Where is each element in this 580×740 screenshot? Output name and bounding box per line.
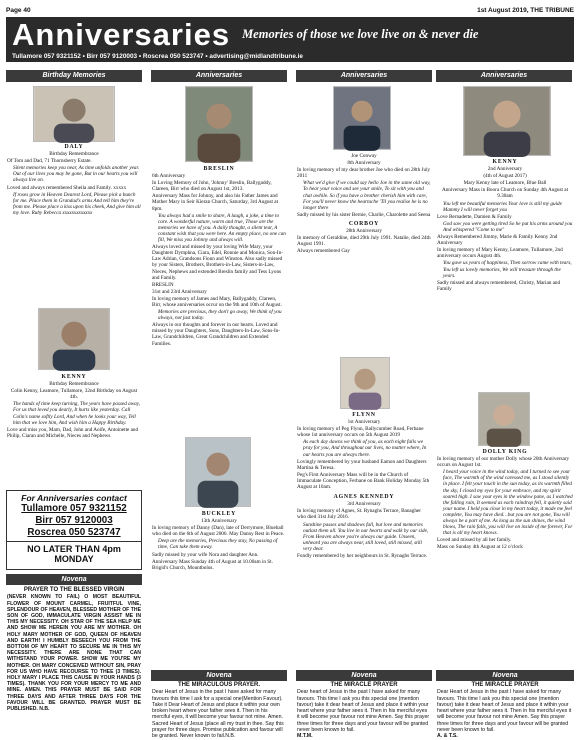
notice-verse: I heard your voice in the wind today, and I turned to see your face, The warmth of the wind caressed me, as I stood silently in place. I felt your touch in the sun today, as its warmth filled the sky, I closed my eyes for your embrace, and my spirit soared high. I saw your eyes in the window pane, as I watched the falling rain, It seemed as each raindrop fell, it quietly said your name. I held you close in my heart today, it made me feel complete, You may have died…but you are not gone, You will always be a part of me. As long as the sun shines, the wind blows, The rain falls, you will live on inside of me forever, For that is all my heart knows. xyxy=(443,469,573,537)
column-header: Anniversaries xyxy=(436,70,572,82)
notice-subtitle: 1st Anniversary xyxy=(347,419,381,426)
notice-from-corboy: Always remembered Gay xyxy=(297,248,351,255)
novena-text: Dear heart of Jesus in the past I have asked for many favours. This time I ask you this special one (mention favour) take it dear heart of Jesus and place it within your heart where your father sees it. Then in his merciful eyes it will become your favour not mine Amen. Say this prayer three times for three days and your favour will be granted never been known to fail. xyxy=(297,689,430,734)
novena-header: Novena xyxy=(151,670,287,681)
notice-verse: You left me beautiful memories Your love is still my guide Mammy I will never forget you xyxy=(443,200,562,213)
notice-verse-2: Memories are precious, they don't go away, We think of you always, not just today. xyxy=(158,309,282,322)
page-top-line xyxy=(6,6,574,15)
notice-intro-2: In loving memory of Mary Kenny, Leamore, Tullamore, 2nd anniversary occurs August 4th. xyxy=(437,247,563,260)
notice-intro-2: In loving memory of James and Mary, Ballygaddy, Clareen, Birr, whose anniversaries occur on the 9th and 10th of August. xyxy=(152,295,282,308)
notice-subtitle: 6th Anniversary xyxy=(152,173,186,180)
notice-name: BUCKLEY xyxy=(201,511,237,517)
notice-verse: The hands of time keep turning, The years have passed away, For us that loved you dearly, It hurts like yesterday. Call Colin's name softly Lord, And when he looks your way, Tell him that we love him, And wish him a Happy Birthday. xyxy=(13,401,141,426)
notice-subtitle-2: 31st and 23rd Anniversary xyxy=(152,288,207,295)
notice-kenny-anniversary xyxy=(437,159,573,293)
notice-breslin xyxy=(152,166,286,348)
novena-text: Dear Heart of Jesus in the past I have asked for many favours this time I ask for a special one(Mention Favour). Take it Dear Heart of Jesus and place it within your own broken heart where your father sees it. Then in his merciful eyes, it will become your favour not mine. Amen. Sacred Heart of Jesus (place all my trust in thee. Say this prayer for three days. Promise publication and favour will be granted. Never known to fail.N.B. xyxy=(152,689,284,740)
novena-blessed-virgin xyxy=(7,587,141,712)
notice-mass: Anniversary Mass for Johnny, and also his Father James and Mother Mary in Seir Kieran Church, Saturday, 3rd August at 8pm. xyxy=(152,193,279,212)
column-anniversaries-2 xyxy=(151,70,287,82)
notice-from: Always loved and missed by your loving Wife Mary, your Daughters Dymphna, Ciara, Edel, Ronnie and Monica, Son-In-Law Adrian, Grandsons Fionn and Winston. Also sadly missed by your Sisters, Brothers, Brothers-in-Law, Sisters-in-Law, Nieces, Nephews and extended Breslin family and Tess Lyons and Family. xyxy=(152,244,283,281)
photo-buckley xyxy=(185,437,251,507)
novena-title: THE MIRACULOUS PRAYER. xyxy=(177,682,261,688)
notice-subtitle-agnes: 3rd Anniversary xyxy=(347,501,381,508)
novena-miracle-prayer-1 xyxy=(297,682,431,740)
notice-intro: In loving memory of Danny (Dan), late of Derrymore, Blueball who died on the 6th of August 2006. May Danny Rest in Peace. xyxy=(152,525,285,538)
notice-verse: What we'd give if we could say hello Joe in the same old way, To hear your voice and see your smile, To sit with you and chat awhile. So if you have a brother cherish him with care, For you'll never know the heartache 'Til you realise he is no longer there xyxy=(303,180,431,211)
notice-intro: In loving memory of Peg Flynn, Ballycumber Road, Ferbane whose 1st anniversary occurs on 5th August 2019 xyxy=(297,426,424,439)
novena-miraculous-prayer xyxy=(152,682,286,740)
novena-title: THE MIRACLE PRAYER xyxy=(471,682,539,688)
novena-signature: A. & T.S. xyxy=(437,733,458,740)
notice-subtitle: Birthday Remembrance xyxy=(49,151,99,158)
photo-breslin xyxy=(185,86,253,162)
notice-subtitle-corboy: 28th Anniversary xyxy=(346,228,382,235)
notice-dolly-king xyxy=(437,449,573,552)
notice-verse: As each day dawns we think of you, as each night falls we pray for you, And throughout our lives, no matter where, In our hearts you are always there. xyxy=(303,439,427,458)
photo-conway xyxy=(333,86,391,150)
anniversary-contact-box xyxy=(6,490,142,570)
novena-miracle-prayer-2 xyxy=(437,682,573,740)
notice-name: DALY xyxy=(64,144,84,150)
contact-phone-roscrea[interactable]: Roscrea 050 523747 xyxy=(27,527,121,538)
notice-subtitle: 13th Anniversary xyxy=(201,518,237,525)
column-header: Anniversaries xyxy=(296,70,432,82)
novena-title: THE MIRACLE PRAYER xyxy=(330,682,398,688)
notice-mass: Peg's First Anniversary Mass will be in the Church of Immaculate Conception, Ferbane on Bank Holiday Monday 5th August at 10am. xyxy=(297,471,430,491)
notice-verse-agnes: Sunshine passes and shadows fall, but love and memories outlast them all. You live in our hearts and walk by our side, From Heaven above you're always our guide. Unseen, unheard you are always near, still loved, still missed, still very dear. xyxy=(303,521,429,552)
notice-name: KENNY xyxy=(61,374,87,380)
novena-signature: M.T.M. xyxy=(297,733,313,740)
notice-from: Sadly missed by your wife Nora and daughter Ann. xyxy=(152,551,259,558)
notice-verse: If roses grow in Heaven Dearest Lord, Please pick a bunch for me. Place them in Grandad's arms And tell him they're from me. Please place a kiss upon his cheek, And give him all my love. Ruby Rebecca xxxxxxxxxxxxx xyxy=(13,191,141,216)
notice-intro: Of Tom and Dad, 71 Thornsberry Estate. xyxy=(7,158,92,165)
notice-name-agnes: AGNES KENNEDY xyxy=(333,494,395,501)
notice-date: (4th of August 2017) xyxy=(483,173,527,180)
contact-bar: Tullamore 057 9321152 • Birr 057 9120003 • Roscrea 050 523747 • advertising@midlandtribune.ie xyxy=(6,51,574,62)
notice-from-3: Sadly missed and always remembered, Christy, Marian and Family xyxy=(437,279,561,292)
photo-kenny-mary xyxy=(463,86,551,156)
notice-name: KENNY xyxy=(492,159,518,165)
notice-name-corboy: CORBOY xyxy=(348,220,380,227)
deadline-notice: NO LATER THAN 4pm MONDAY xyxy=(7,541,141,564)
notice-from: Love and miss you, Mam, Dad, John and Aoife, Antoinette and Philip, Ciaran and Michelle, Nieces and Nephews xyxy=(7,426,139,439)
notice-name: FLYNN xyxy=(352,412,376,418)
notice-verse-2: God saw you were getting tired So he put his arms around you And whispered "Come to me" xyxy=(443,220,573,233)
notice-subtitle: Birthday Remembrance xyxy=(49,381,99,388)
notice-intro-agnes: In loving memory of Agnes, St. Rynaghs Terrace, Banagher who died 31st July 2016. xyxy=(297,508,421,521)
notice-mass: Anniversary Mass in Boora Church on Sunday 4th August at 9.30am xyxy=(441,187,569,200)
notice-verse-3: You gave us years of happiness, Then sorrow came with tears, You left us lovely memories, We will treasure through the years. xyxy=(443,260,572,279)
novena-text: (NEVER KNOWN TO FAIL) O MOST BEAUTIFUL FLOWER OF MOUNT CARMEL, FRUITFUL VINE, SPLENDOUR OF HEAVEN, BLESSED MOTHER OF THE SON OF GOD, IMMACULATE VIRGIN ASSIST ME IN THIS MY NECESSITY. OH STAR OF THE SEA HELP ME AND SHOW ME HEREIN YOU ARE MY MOTHER. OH HOLY MARY MOTHER OF GOD, QUEEN OF HEAVEN AND EARTH! I HUMBLY BESEECH YOU FROM THE BOTTOM OF MY HEART TO SECURE ME IN THIS MY NECESSITY. THERE ARE NONE THAT CAN WITHSTAND YOUR POWER. SHOW ME YOU'RE MY MOTHER. OH MARY CONCEIVED WITHOUT SIN, PRAY FOR US WHO HAVE RECOURSE TO THEE (3 TIMES). HOLY MARY I PLACE THIS CAUSE IN YOUR HANDS (3 TIMES). THANK YOU FOR YOUR MERCY TO ME AND MINE. AMEN. THIS PRAYER MUST BE SAID FOR THREE DAYS AND AFTER THREE DAYS FOR THE FAVOUR WILL BE GRANTED. PRAYER MUST BE PUBLISHED. N.B. xyxy=(7,594,141,712)
photo-daly xyxy=(33,86,115,142)
section-title: Anniversaries xyxy=(12,16,231,52)
column-anniversaries-4 xyxy=(436,70,572,82)
notice-verse: Silent memories keep you near, As time unfolds another year. Out of our lives you may be gone, But in our hearts you will always live on. xyxy=(13,165,140,184)
photo-dolly-king xyxy=(478,392,530,446)
novena-header: Novena xyxy=(296,670,432,681)
novena-header: Novena xyxy=(436,670,574,681)
notice-from-agnes: Fondly remembered by her neighbours in St. Rynaghs Terrace. xyxy=(297,552,428,559)
notice-buckley xyxy=(152,511,286,572)
column-header: Anniversaries xyxy=(151,70,287,82)
notice-intro: Colin Kenny, Leamore, Tullamore, 32nd Birthday on August 4th. xyxy=(10,388,138,401)
issue-date: 1st August 2019, THE TRIBUNE xyxy=(477,7,574,14)
photo-kenny-colin xyxy=(38,308,110,370)
notice-verse: You always had a smile to share, A laugh, a joke, a time to care. A wonderful nature, warm and true, Those are the memories we have of you. A daily thought, a silent tear, A constant wish that you were here. An empty place, no one can fill, We miss you Johnny and always will. xyxy=(158,212,286,244)
photo-flynn xyxy=(340,357,390,409)
notice-mass: Mass on Sunday 4th August at 12 o'clock xyxy=(437,544,523,551)
notice-verse: Deep are the memories, Precious they stay, No passing of time, Can take them away. xyxy=(158,538,278,551)
notice-name: DOLLY KING xyxy=(482,449,528,455)
contact-phone-birr[interactable]: Birr 057 9120003 xyxy=(35,515,113,526)
notice-intro-corboy: In memory of Geraldine, died 29th July 1991. Natalie, died 24th August 1991. xyxy=(297,235,431,248)
notice-daly xyxy=(7,144,141,217)
notice-subtitle: 2nd Anniversary xyxy=(487,166,523,173)
notice-from: Loved and always remembered Sheila and Family. xxxxx xyxy=(7,184,127,191)
section-tagline: Memories of those we love live on & never die xyxy=(242,26,479,41)
notice-from: Love Bernadette, Damien & Family xyxy=(437,213,512,220)
notice-intro: In loving memory of my dear brother Joe who died on 28th July 2011 xyxy=(297,167,431,180)
notice-from: Sadly missed by his sister Bernie, Charlie, Charolette and Seena xyxy=(297,211,431,218)
page-number: Page 40 xyxy=(6,7,31,14)
notice-conway xyxy=(297,153,431,255)
contact-phone-tullamore[interactable]: Tullamore 057 9321152 xyxy=(21,503,127,514)
notice-intro: Mary Kenny late of Leamore, Blue Ball xyxy=(463,180,547,187)
column-header: Birthday Memories xyxy=(6,70,142,82)
novena-header: Novena xyxy=(6,574,142,585)
contact-heading: For Anniversaries contact xyxy=(21,493,127,503)
notice-name: Joe Conway xyxy=(351,153,377,159)
notice-intro: In loving memory of our mother Dolly whose 20th Anniversary occurs on August 1st. xyxy=(437,456,570,469)
novena-text: Dear Heart of Jesus in the past I have asked for many favours. This time I ask you this special one (mention favour) take it dear heart of Jesus and place it within your heart where your father sees it. Then in his merciful eyes it will become your favour not mine Amen. Say this prayer three times for three days and your favour will be granted never been known to fail. xyxy=(437,689,572,734)
notice-from: Loved and missed by all her family. xyxy=(437,537,512,544)
notice-name: BRESLIN xyxy=(203,166,235,172)
notice-from-2: Always Remembered Jimmy, Marie & Family Kenny 2nd Anniversary xyxy=(437,234,558,247)
novena-title: PRAYER TO THE BLESSED VIRGIN xyxy=(23,587,125,593)
column-birthday-memories xyxy=(6,70,142,82)
notice-from-2: Always in our thoughts and forever in our hearts. Loved and missed by your Daughters, Sons, Daughters-In-Law, Sons-In-Law, Grandchildren, Great Grandchildren and Extended Families. xyxy=(152,322,281,347)
notice-intro: In Loving Memory of John, 'Johnny' Breslin, Ballygaddy, Clareen, Birr who died on August 1st, 2013. xyxy=(152,180,272,193)
notice-kenny-birthday xyxy=(7,374,141,440)
notice-subtitle: 8th Anniversary xyxy=(347,160,381,167)
notice-from: Lovingly remembered by your husband Eamon and Daughters Martina & Teresa. xyxy=(297,458,427,471)
notice-flynn xyxy=(297,412,431,560)
column-anniversaries-3 xyxy=(296,70,432,82)
notice-mass: Anniversary Mass Sunday 4th of August at 10.00am in St. Brigid's Church, Mountbolus. xyxy=(152,558,273,571)
notice-name-2: BRESLIN xyxy=(152,281,174,288)
masthead xyxy=(6,17,574,51)
